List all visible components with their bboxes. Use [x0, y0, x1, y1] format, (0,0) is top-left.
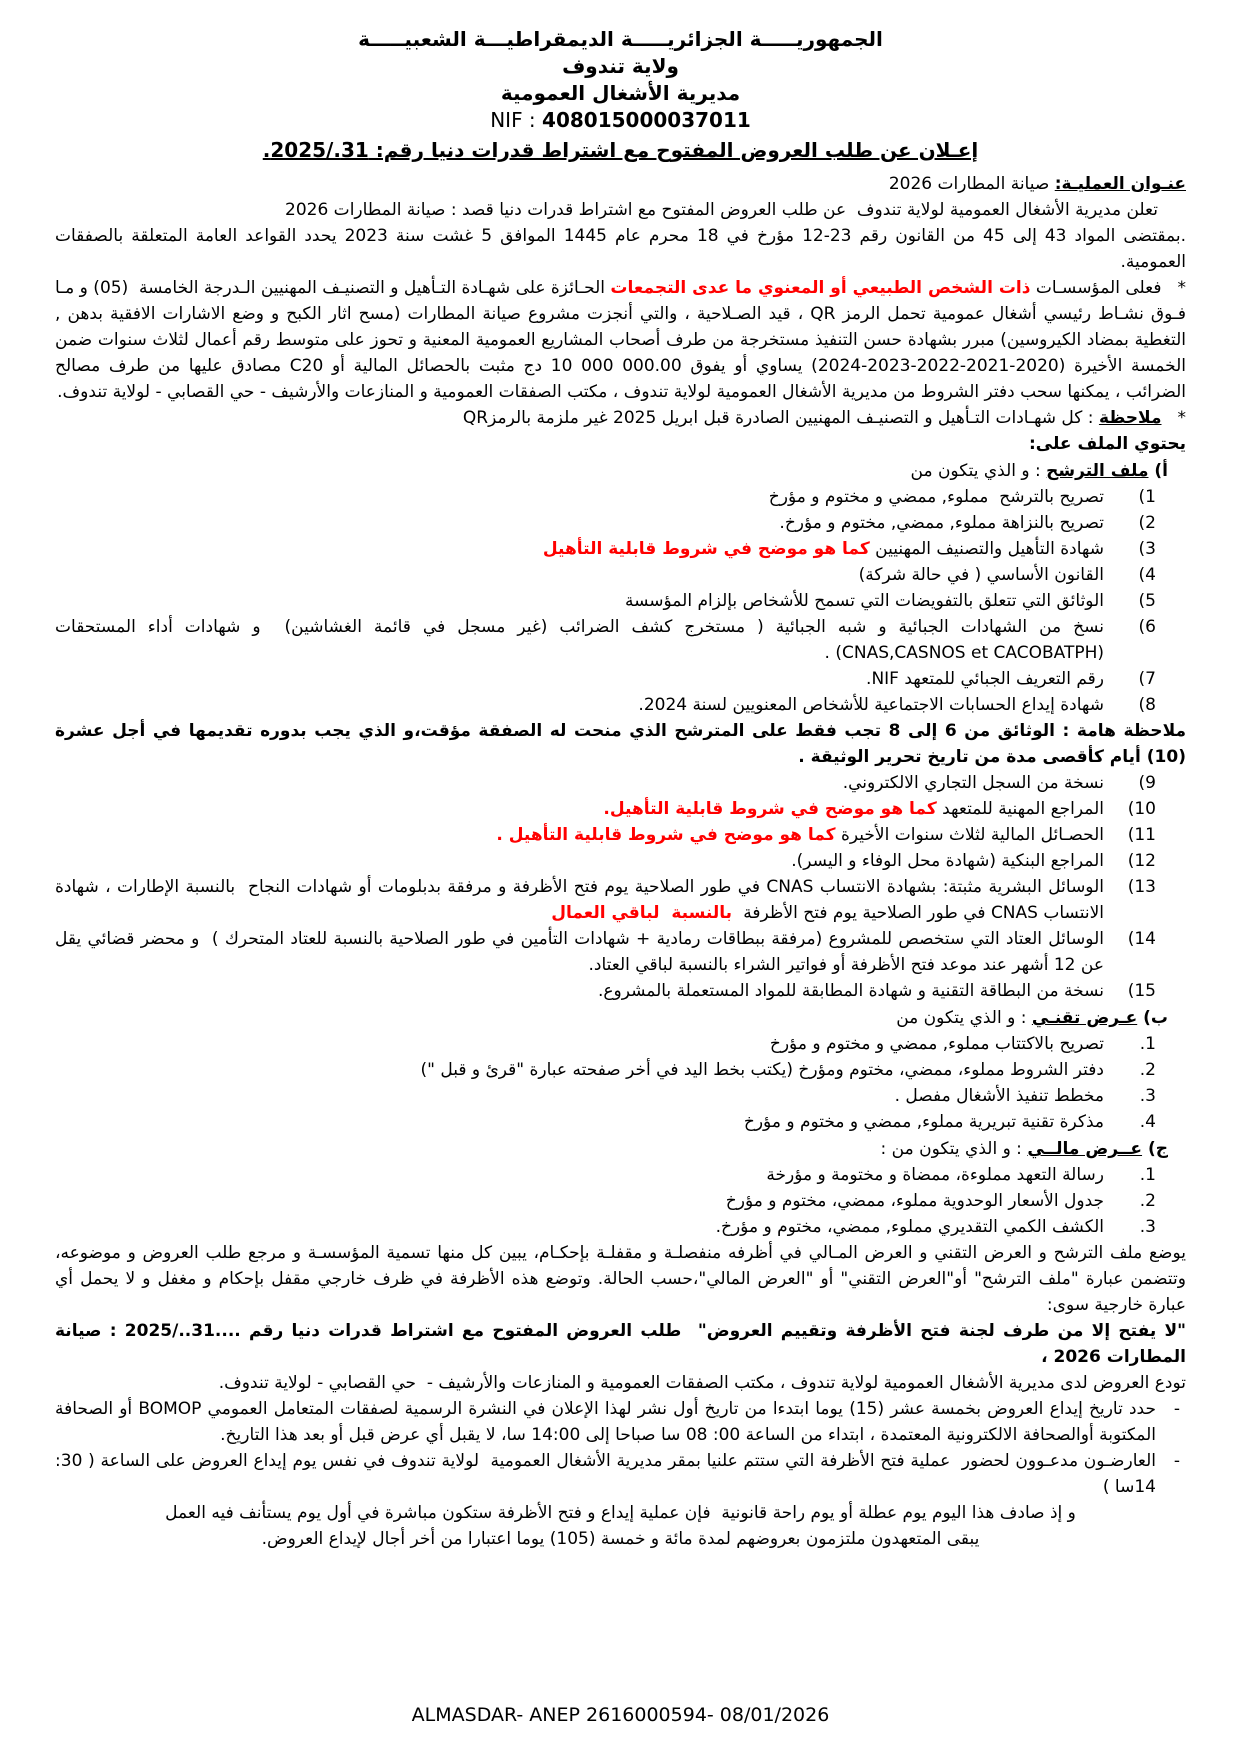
text-segment: (CNAS,CASNOS et CACOBATPH): [835, 643, 1104, 663]
text-segment: كما هو موضح في شروط قابلية التأهيل.: [603, 799, 937, 819]
list-marker: 1): [1138, 487, 1156, 507]
list-item: [55, 1083, 1186, 1109]
text-segment: تصريح بالاكتتاب مملوء, ممضي و مختوم و مؤرخ: [769, 1034, 1104, 1054]
text-segment: رقم التعريف الجبائي للمتعهد NIF.: [866, 669, 1104, 689]
list-item: [55, 510, 1186, 536]
text-segment: يحتوي الملف على:: [1029, 434, 1186, 454]
text-segment: مذكرة تقنية تبريرية مملوء, ممضي و مختوم و مؤرخ: [743, 1112, 1104, 1132]
list-marker: 2.: [1139, 1191, 1156, 1211]
eligibility-conditions: [49, 275, 1186, 405]
text-segment: و إذ صادف هذا اليوم يوم عطلة أو يوم راحة قانونية فإن عملية إيداع و فتح الأظرفة ستكون مباشرة في أول يوم يستأنف فيه العمل: [165, 1503, 1076, 1523]
deadline-item: [49, 1396, 1186, 1448]
text-segment: العارضـون مدعـوون لحضور عملية فتح الأظرفة التي ستتم علنيا بمقر مديرية الأشغال العمومية لولاية تندوف في نفس يوم إيداع العروض على الساعة ( 30: 14سا ): [49, 1451, 1156, 1497]
text-segment: : و الذي يتكون من :: [880, 1139, 1028, 1159]
text-segment: يبقى المتعهدون ملتزمون بعروضهم لمدة مائة و خمسة (105) يوما اعتبارا من أخر أجال لإيداع العروض.: [261, 1529, 980, 1549]
list-marker: 4): [1138, 565, 1156, 585]
section-heading-a: [55, 458, 1186, 484]
list-item: [55, 562, 1186, 588]
text-segment: تصريح بالترشح مملوء, ممضي و مختوم و مؤرخ: [768, 487, 1104, 507]
list-item: [49, 926, 1186, 978]
list-marker: 1.: [1139, 1165, 1156, 1185]
nif-value: 408015000037011: [542, 108, 751, 132]
text-segment: رسالة التعهد مملوءة، ممضاة و مختومة و مؤرخة: [766, 1165, 1104, 1185]
list-item: [49, 614, 1186, 666]
list-item: [55, 588, 1186, 614]
list-marker: 3.: [1139, 1217, 1156, 1237]
header-republic: الجمهوريـــــة الجزائريـــــة الديمقراطيـــة الشعبيـــــة: [358, 27, 883, 51]
list-item: [55, 978, 1186, 1004]
text-segment: : كل شهـادات التـأهيل و التصنيـف المهنيين الصادرة قبل ابريل 2025 غير ملزمة بالرمزQR: [462, 408, 1099, 428]
file-contains: [55, 431, 1186, 457]
list-marker: 9): [1138, 773, 1156, 793]
list-marker: 14): [1127, 929, 1156, 949]
section-heading-c: [55, 1136, 1186, 1162]
text-segment: شهادة إيداع الحسابات الاجتماعية للأشخاص المعنويين لسنة 2024.: [638, 695, 1104, 715]
text-segment: ذات الشخص الطبيعي أو المعنوي ما عدى التجمعات: [610, 278, 1031, 298]
text-segment: عــرض مالــي: [1027, 1139, 1143, 1159]
text-segment: بالنسبة لباقي العمال: [551, 903, 738, 923]
document-body: [37, 171, 1187, 1552]
text-segment: الكشف الكمي التقديري مملوء, ممضي، مختوم و مؤرخ.: [715, 1217, 1104, 1237]
text-segment: عـرض تقنـي: [1031, 1008, 1138, 1028]
list-item: [55, 692, 1186, 718]
text-segment: جدول الأسعار الوحدوية مملوء، ممضي، مختوم و مؤرخ: [725, 1191, 1104, 1211]
list-marker: 15): [1127, 981, 1156, 1001]
text-segment: .بمقتضى المواد 43 إلى 45 من القانون رقم 23-12 مؤرخ في 18 محرم عام 1445 الموافق 5 غشت سنة 2023 يحدد القواعد العامة المتعلقة بالصفقات العمومية.: [49, 226, 1186, 272]
text-segment: ب): [1137, 1008, 1168, 1028]
list-marker: 6): [1138, 617, 1156, 637]
list-marker: 10): [1127, 799, 1156, 819]
text-segment: "لا يفتح إلا من طرف لجنة فتح الأظرفة وتقييم العروض" طلب العروض المفتوح مع اشتراط قدرات دنيا رقم ....31../2025 : صيانة المطارات 2026 ،: [49, 1321, 1187, 1367]
text-segment: دج مثبت بالحصائل المالية أو C20 مصادق عليها من طرف مصالح الضرائب ، يمكنها سحب دفتر الشروط من مديرية الأشغال العمومية لولاية تندوف ، مكتب الصفقات العمومية و المنازعات والأرشيف - حي القصابي - لولاية تندوف.: [49, 356, 1186, 402]
nif-label: NIF :: [490, 108, 543, 132]
envelopes-instructions: [49, 1240, 1186, 1318]
list-marker: 12): [1127, 851, 1156, 871]
list-marker: -: [1173, 1399, 1180, 1419]
list-marker: 11): [1127, 825, 1156, 845]
text-segment: .: [824, 643, 836, 663]
list-marker: 3): [1138, 539, 1156, 559]
text-segment: المراجع المهنية للمتعهد: [936, 799, 1104, 819]
text-segment: يوضع ملف الترشح و العرض التقني و العرض المـالي في أظرفه منفصلـة و مقفلـة بإحكـام، يبين كل منها تسمية المؤسسـة و مرجع طلب العروض و موضوعه، وتتضمن عبارة "ملف الترشح" أو"العرض التقني" أو "العرض المالي"،حسب الحالة. وتوضع هذه الأظرفة في ظرف خارجي مقفل بإحكام و مغفل و لا يحمل أي عبارة خارجية سوى:: [49, 1243, 1186, 1315]
list-marker: 7): [1138, 669, 1156, 689]
text-segment: ملاحظة: [1098, 408, 1162, 428]
list-item: [55, 1162, 1186, 1188]
text-segment: مخطط تنفيذ الأشغال مفصل .: [894, 1086, 1104, 1106]
list-item: [55, 770, 1186, 796]
section-heading-b: [55, 1005, 1186, 1031]
important-note: [37, 718, 1186, 770]
text-segment: تعلن مديرية الأشغال العمومية لولاية تندوف عن طلب العروض المفتوح مع اشتراط قدرات دنيا قصد : صيانة المطارات 2026: [285, 200, 1158, 220]
header-directorate: مديرية الأشغال العمومية: [500, 81, 741, 105]
envelope-label: [49, 1318, 1187, 1370]
list-marker: -: [1173, 1451, 1180, 1471]
list-item: [55, 848, 1186, 874]
text-segment: الحـائزة على شهـادة التـأهيل و التصنيـف المهنيين الـدرجة الخامسة (05) و مـا فـوق نشـاط رئيسي أشغال عمومية تحمل الرمز QR ، قيد الصـلاحية ، والتي أنجزت مشروع صيانة المطارات (مسح اثار الكبح و وضع الاشارات الافقية بدهن , التغطية بمضاد الكيروسين) مبرر بشهادة حسن التنفيذ مستخرجة من طرف أصحاب المشاريع العمومية المعنية و تحوز على متوسط رقم أعمال لثلاث سنوات ضمن الخمسة الأخيرة (2020-2021-2022-2023-2024) يساوي أو يفوق: [49, 278, 1186, 376]
list-marker: *: [1177, 278, 1186, 298]
text-segment: تودع العروض لدى مديرية الأشغال العمومية لولاية تندوف ، مكتب الصفقات العمومية و المنازعات والأرشيف - حي القصابي - لولاية تندوف.: [218, 1373, 1186, 1393]
list-item: [55, 1214, 1186, 1240]
header-wilaya: ولاية تندوف: [562, 54, 679, 78]
list-item: [49, 874, 1186, 926]
operation-title: [55, 171, 1186, 197]
text-segment: أ): [1148, 461, 1168, 481]
text-segment: دفتر الشروط مملوء، ممضي، مختوم ومؤرخ (يكتب بخط اليد في أخر صفحته عبارة "قرئ و قبل "): [420, 1060, 1104, 1080]
text-segment: : و الذي يتكون من: [896, 1008, 1032, 1028]
list-marker: 2): [1138, 513, 1156, 533]
list-marker: 2.: [1139, 1060, 1156, 1080]
text-segment: الوسائل البشرية مثبتة: بشهادة الانتساب CNAS في طور الصلاحية يوم فتح الأظرفة و مرفقة بدبلومات أو شهادات النجاح بالنسبة الإطارات ، شهادة الانتساب CNAS في طور الصلاحية يوم فتح الأظرفة: [49, 877, 1104, 923]
opening-session-item: [49, 1448, 1186, 1500]
text-segment: الوسائل العتاد التي ستخصص للمشروع (مرفقة ببطاقات رمادية + شهادات التأمين في طور الصلاحية بالنسبة للعتاد المتحرك ) و محضر قضائي يقل عن 12 أشهر عند موعد فتح الأظرفة أو فواتير الشراء بالنسبة لباقي العتاد.: [49, 929, 1104, 975]
page-footer: ALMASDAR- ANEP 2616000594- 08/01/2026: [411, 1704, 830, 1726]
announcement-title: إعـلان عن طلب العروض المفتوح مع اشتراط قدرات دنيا رقم: 31./2025.: [262, 138, 979, 162]
list-item: [55, 796, 1186, 822]
list-item: [55, 1188, 1186, 1214]
text-segment: المراجع البنكية (شهادة محل الوفاء و اليسر).: [791, 851, 1104, 871]
list-item: [55, 822, 1186, 848]
text-segment: كما هو موضح في شروط قابلية التأهيل: [542, 539, 870, 559]
text-segment: شهادة التأهيل والتصنيف المهنيين: [869, 539, 1104, 559]
text-segment: ج): [1142, 1139, 1168, 1159]
text-segment: : و الذي يتكون من: [910, 461, 1047, 481]
deposit-place: [55, 1370, 1186, 1396]
text-segment: كما هو موضح في شروط قابلية التأهيل .: [496, 825, 836, 845]
legal-basis: [49, 223, 1186, 275]
list-item: [55, 1057, 1186, 1083]
list-marker: 13): [1127, 877, 1156, 897]
header-nif: [55, 107, 1186, 134]
text-segment: نسخة من السجل التجاري الالكتروني.: [842, 773, 1104, 793]
text-segment: ملف الترشح: [1046, 461, 1149, 481]
list-marker: 1.: [1139, 1034, 1156, 1054]
text-segment: نسخ من الشهادات الجبائية و شبه الجبائية ( مستخرج كشف الضرائب (غير مسجل في قائمة الغشاشين) و شهادات أداء المستحقات: [49, 617, 1104, 637]
holiday-note: [55, 1500, 1186, 1526]
text-segment: القانون الأساسي ( في حالة شركة): [858, 565, 1104, 585]
list-item: [55, 1031, 1186, 1057]
text-segment: نسخة من البطاقة التقنية و شهادة المطابقة للمواد المستعملة بالمشروع.: [597, 981, 1104, 1001]
qr-note: [55, 405, 1186, 431]
text-segment: تصريح بالنزاهة مملوء, ممضي, مختوم و مؤرخ.: [779, 513, 1104, 533]
text-segment: صيانة المطارات 2026: [888, 174, 1055, 194]
list-item: [55, 1109, 1186, 1135]
text-segment: الوثائق التي تتعلق بالتفويضات التي تسمح للأشخاص بإلزام المؤسسة: [625, 591, 1104, 611]
list-marker: 4.: [1139, 1112, 1156, 1132]
list-item: [55, 536, 1186, 562]
list-marker: 5): [1138, 591, 1156, 611]
list-marker: 3.: [1139, 1086, 1156, 1106]
list-marker: 8): [1138, 695, 1156, 715]
text-segment: فعلى المؤسسـات: [1030, 278, 1162, 298]
list-item: [55, 666, 1186, 692]
announcement-intro: [55, 197, 1186, 223]
text-segment: حدد تاريخ إيداع العروض بخمسة عشر (15) يوما ابتدءا من تاريخ أول نشر لهذا الإعلان في النشرة الرسمية لصفقات المتعامل العمومي BOMOP أو الصحافة المكتوبة أوالصحافة الالكترونية المعتمدة ، ابتداء من الساعة 00: 08 سا صباحا إلى 14:00 سا، لا يقبل أي عرض قبل أو بعد هذا التاريخ.: [49, 1399, 1156, 1445]
text-segment: ملاحظة هامة : الوثائق من 6 إلى 8 تجب فقط على المترشح الذي منحت له الصفقة مؤقت،و الذي يجب بدوره تقديمها في أجل عشرة (10) أيام كأقصى مدة من تاريخ تحرير الوثيقة .: [37, 721, 1186, 767]
list-marker: *: [1177, 408, 1186, 428]
text-segment: 10 000 000.00: [550, 356, 682, 376]
list-item: [55, 484, 1186, 510]
validity-note: [55, 1526, 1186, 1552]
text-segment: عنـوان العمليـة:: [1054, 174, 1186, 194]
text-segment: الحصـائل المالية لثلاث سنوات الأخيرة: [835, 825, 1104, 845]
